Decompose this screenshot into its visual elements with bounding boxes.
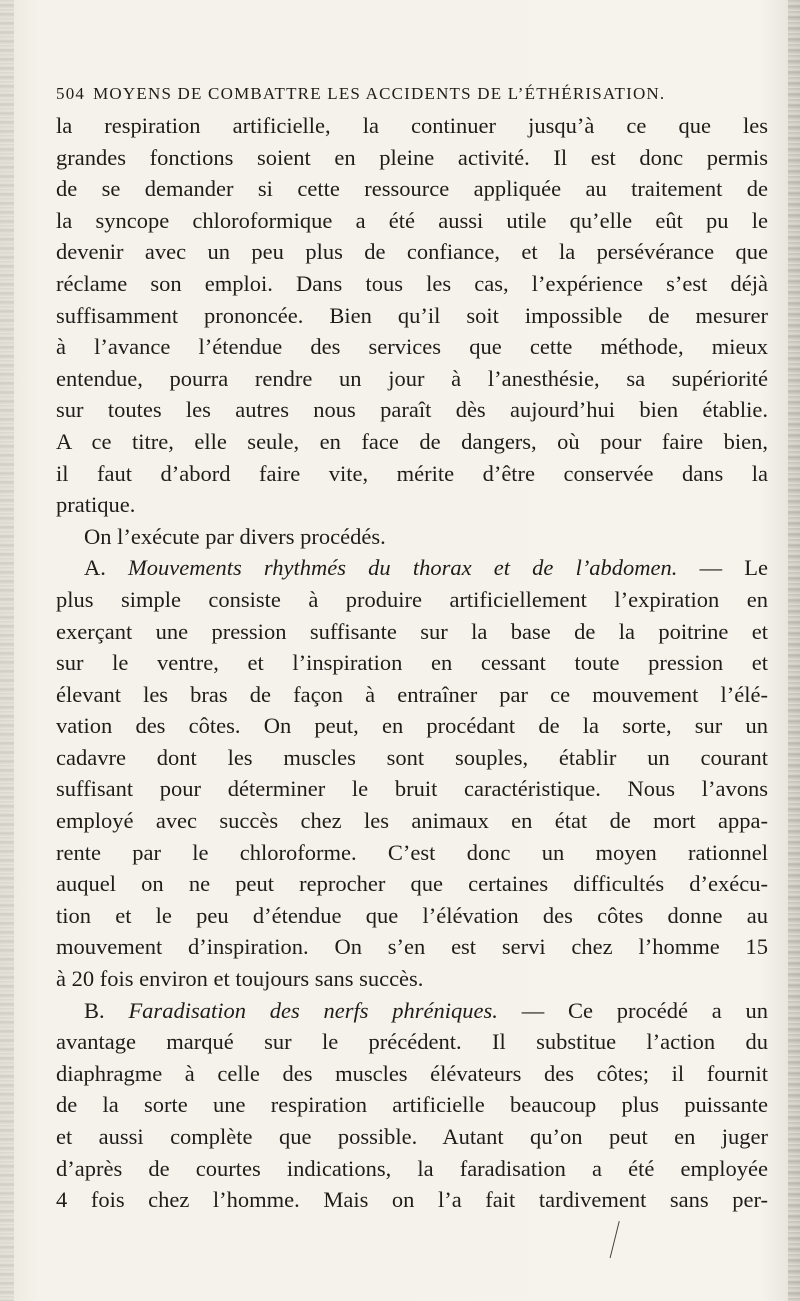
- section-a-heading: [56, 552, 768, 584]
- body-text: [56, 110, 768, 1216]
- text-line: 4 fois chez l’homme. Mais on l’a fait tardivement sans per-: [56, 1187, 768, 1213]
- text-line: tion et le peu d’étendue que l’élévation des côtes donne au: [56, 902, 768, 928]
- text-line: de se demander si cette ressource appliquée au traitement de: [56, 176, 768, 202]
- text-line: diaphragme à celle des muscles élévateurs des côtes; il fournit: [56, 1060, 768, 1086]
- page-number: 504: [56, 84, 86, 103]
- text-line: grandes fonctions soient en pleine activité. Il est donc permis: [56, 144, 768, 170]
- right-page-edge: [788, 0, 800, 1301]
- text-line: à l’avance l’étendue des services que cette méthode, mieux: [56, 334, 768, 360]
- running-title: MOYENS DE COMBATTRE LES ACCIDENTS DE L’ÉTHÉRISATION.: [93, 84, 666, 103]
- left-page-edge: [0, 0, 14, 1301]
- text-line: sur le ventre, et l’inspiration en cessant toute pression et: [56, 650, 768, 676]
- text-line: plus simple consiste à produire artificiellement l’expiration en: [56, 586, 768, 612]
- text-line: On l’exécute par divers procédés.: [84, 523, 386, 549]
- text-line: rente par le chloroforme. C’est donc un moyen rationnel: [56, 839, 768, 865]
- text-line: avantage marqué sur le précédent. Il substitue l’action du: [56, 1029, 768, 1055]
- section-b-heading: [56, 995, 768, 1027]
- text-line: réclame son emploi. Dans tous les cas, l’expérience s’est déjà: [56, 270, 768, 296]
- text-line: il faut d’abord faire vite, mérite d’être conservée dans la: [56, 460, 768, 486]
- section-a-title: Mouvements rhythmés du thorax et de l’abdomen.: [128, 555, 678, 581]
- section-b-letter: B.: [84, 997, 105, 1023]
- text-line: cadavre dont les muscles sont souples, établir un courant: [56, 744, 768, 770]
- text-line: la respiration artificielle, la continuer jusqu’à ce que les: [56, 113, 768, 138]
- section-b-title: Faradisation des nerfs phréniques.: [128, 997, 498, 1023]
- text-line: élevant les bras de façon à entraîner par ce mouvement l’élé-: [56, 681, 768, 707]
- section-b-rest: — Ce procédé a un: [497, 997, 768, 1023]
- text-line: suffisant pour déterminer le bruit caractéristique. Nous l’avons: [56, 776, 768, 802]
- text-line: suffisamment prononcée. Bien qu’il soit impossible de mesurer: [56, 302, 768, 328]
- text-line: employé avec succès chez les animaux en état de mort appa-: [56, 808, 768, 834]
- text-line: sur toutes les autres nous paraît dès aujourd’hui bien établie.: [56, 397, 768, 423]
- section-a-rest: — Le: [677, 555, 768, 581]
- text-line: à 20 fois environ et toujours sans succès.: [56, 966, 424, 992]
- text-line: mouvement d’inspiration. On s’en est servi chez l’homme 15: [56, 934, 768, 960]
- section-a-letter: A.: [84, 555, 106, 581]
- running-head: [56, 84, 768, 110]
- text-line: auquel on ne peut reprocher que certaines difficultés d’exécu-: [56, 871, 768, 897]
- text-line: pratique.: [56, 492, 136, 518]
- text-line: la syncope chloroformique a été aussi utile qu’elle eût pu le: [56, 207, 768, 233]
- text-line: exerçant une pression suffisante sur la base de la poitrine et: [56, 618, 768, 644]
- text-line: et aussi complète que possible. Autant qu’on peut en juger: [56, 1124, 768, 1149]
- text-line: vation des côtes. On peut, en procédant de la sorte, sur un: [56, 713, 768, 739]
- text-line: entendue, pourra rendre un jour à l’anesthésie, sa supériorité: [56, 365, 768, 391]
- text-line: A ce titre, elle seule, en face de dangers, où pour faire bien,: [56, 428, 768, 454]
- text-line: d’après de courtes indications, la faradisation a été employée: [56, 1155, 768, 1181]
- text-line: de la sorte une respiration artificielle beaucoup plus puissante: [56, 1092, 768, 1118]
- text-line: devenir avec un peu plus de confiance, et la persévérance que: [56, 239, 768, 265]
